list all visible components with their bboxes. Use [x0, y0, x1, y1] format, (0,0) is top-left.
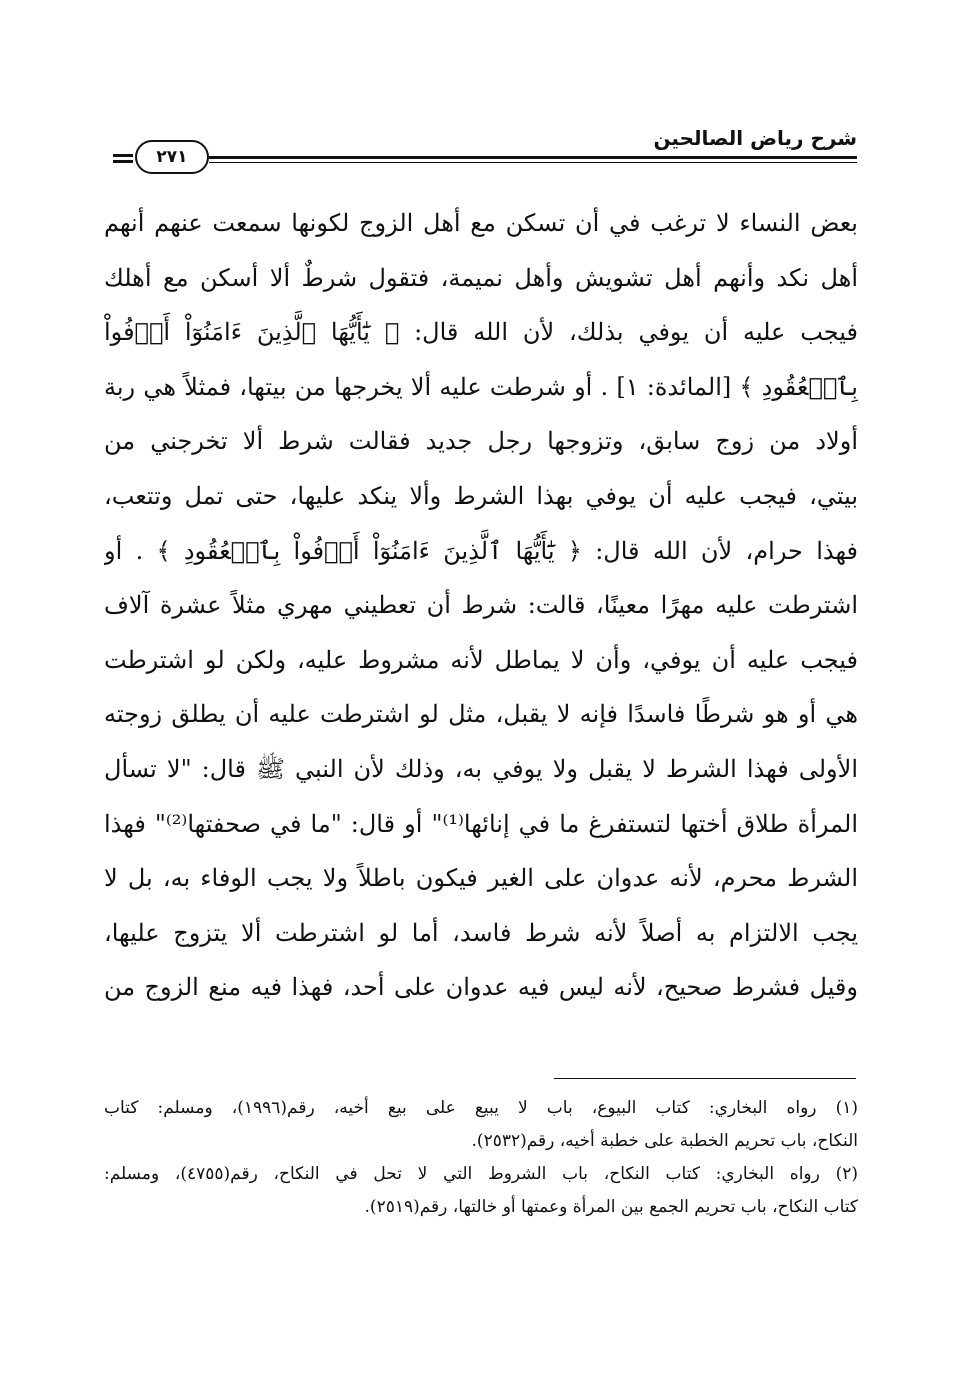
text-line: الأولى فهذا الشرط لا يقبل ولا يوفي به، وذلك لأن النبي ﷺ قال: "لا تسأل: [104, 754, 858, 783]
text-line: فهذا حرام، لأن الله قال: ﴿ يَٰٓأَيُّهَا ٱلَّذِينَ ءَامَنُوٓاْ أَوۡفُواْ بِٱلۡعُقُودِ ﴾ . أو: [104, 536, 858, 565]
text-line: بعض النساء لا ترغب في أن تسكن مع أهل الزوج لكونها سمعت عنهم أنهم: [104, 209, 858, 237]
text-line: يجب الالتزام به أصلاً لأنه شرط فاسد، أما لو اشترطت ألا يتزوج عليها،: [104, 918, 858, 947]
header-rule-thin: [209, 162, 857, 163]
text-line: بِٱلۡعُقُودِ ﴾ [المائدة: ١] . أو شرطت عليه ألا يخرجها من بيتها، فمثلاً هي ربة: [104, 372, 858, 401]
header-rule-thick: [209, 156, 857, 159]
page-header: [105, 118, 857, 178]
text-line: الشرط محرم، لأنه عدوان على الغير فيكون باطلاً ولا يجب الوفاء به، بل لا: [104, 864, 858, 893]
header-ornament: [113, 154, 133, 166]
footnote-line: النكاح، باب تحريم الخطبة على خطبة أخيه، رقم(٢٥٣٢).: [471, 1131, 858, 1151]
book-title: شرح رياض الصالحين: [653, 126, 857, 150]
text-line: هي أو هو شرطًا فاسدًا فإنه لا يقبل، مثل لو اشترطت عليه أن يطلق زوجته: [104, 700, 858, 729]
text-line: بيتي، فيجب عليه أن يوفي بهذا الشرط وألا ينكد عليها، حتى تمل وتتعب،: [104, 481, 858, 510]
main-text: [104, 196, 858, 1015]
text-line: أولاد من زوج سابق، وتزوجها رجل جديد فقالت شرط ألا تخرجني من: [104, 427, 858, 456]
text-line: فيجب عليه أن يوفي، وأن لا يماطل لأنه مشروط عليه، ولكن لو اشترطت: [104, 645, 858, 674]
footnotes: [104, 1092, 858, 1224]
text-line: أهل نكد وأنهم أهل تشويش وأهل نميمة، فتقول شرطٌ ألا أسكن مع أهلك: [104, 263, 858, 292]
footnote-line: كتاب النكاح، باب تحريم الجمع بين المرأة وعمتها أو خالتها، رقم(٢٥١٩).: [364, 1197, 858, 1217]
text-line: المرأة طلاق أختها لتستفرغ ما في إنائها⁽¹⁾" أو قال: "ما في صحفتها⁽²⁾" فهذا: [104, 809, 858, 838]
text-line: اشترطت عليه مهرًا معينًا، قالت: شرط أن تعطيني مهري مثلاً عشرة آلاف: [104, 591, 858, 620]
text-line: فيجب عليه أن يوفي بذلك، لأن الله قال: ﴿ يَٰٓأَيُّهَا ٱلَّذِينَ ءَامَنُوٓاْ أَوۡفُواْ: [104, 318, 858, 347]
text-line: وقيل فشرط صحيح، لأنه ليس فيه عدوان على أحد، فهذا فيه منع الزوج من: [104, 973, 858, 1002]
footnote-line: (٢) رواه البخاري: كتاب النكاح، باب الشروط التي لا تحل في النكاح، رقم(٤٧٥٥)، ومسلم:: [104, 1164, 858, 1184]
footnote-line: (١) رواه البخاري: كتاب البيوع، باب لا يبيع على بيع أخيه، رقم(١٩٩٦)، ومسلم: كتاب: [104, 1098, 858, 1118]
footnote-separator: [554, 1078, 856, 1079]
page-number: ٢٧١: [135, 140, 209, 174]
